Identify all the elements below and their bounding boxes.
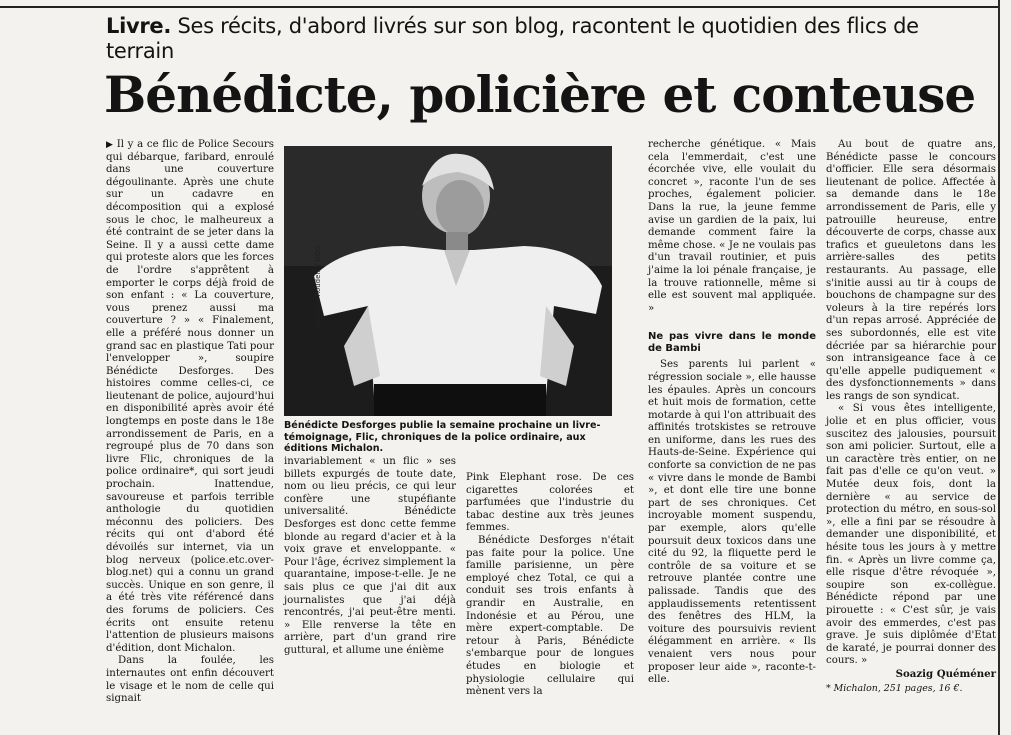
paragraph: ▶ Il y a ce flic de Police Secours qui débarque, faribard, enroulé dans une couverture dégoulinante. Après une chute sur un cadavre en décomposition qui a explosé sous le choc, le malheureux a été contraint de se jeter dans la Seine. Il y a aussi cette dame qui proteste alors que les forces de l'ordre s'apprêtent à emporter le corps déjà froid de son enfant : « La couverture, vous prenez aussi ma couverture ? » « Finalement, elle a préféré nous donner un grand sac en plastique Tati pour l'envelopper », soupire Bénédicte Desforges. Des histoires comme celles-ci, ce lieutenant de police, aujourd'hui en disponibilité après avoir été longtemps en poste dans le 18e arrondissement de Paris, en a regroupé plus de 70 dans son livre Flic, chroniques de la police ordinaire*, qui sort jeudi prochain. Inattendue, savoureuse et parfois terrible anthologie du quotidien méconnu des policiers. Des récits qui ont d'abord été dévoilés sur internet, via un blog nerveux (police.etc.over-blog.net) qui a connu un grand succès. Unique en son genre, il a été très vite référencé dans des forums de policiers. Ces écrits ont ensuite retenu l'attention de plusieurs maisons d'édition, dont Michalon. (106, 139, 274, 654)
kicker (106, 14, 986, 64)
paragraph: Ses parents lui parlent « régression sociale », elle hausse les épaules. Après un concours et huit mois de formation, cette motarde à qui l'on attribuait des affinités trotskistes se retrouve en uniforme, dans les rues des Hauts-de-Seine. Expérience qui conforte sa conviction de ne pas « vivre dans le monde de Bambi », et dont elle tire une bonne part de ses chroniques. Cet incroyable moment suspendu, par exemple, alors qu'elle poursuit deux toxicos dans une cité du 92, la fliquette perd le contrôle de sa voiture et se retrouve plantée contre une palissade. Tandis que des applaudissements retentissent des fenêtres des HLM, la voiture des poursuivis revient élégamment en arrière. « Ils venaient vers nous pour proposer leur aide », raconte-t-elle. (648, 359, 816, 686)
paragraph: invariablement « un flic » ses billets expurgés de toute date, nom ou lieu précis, ce qui leur confère une stupéfiante universalité. Bénédicte Desforges est donc cette femme blonde au regard d'acier et à la voix grave et enveloppante. « Pour l'âge, écrivez simplement la quarantaine, impose-t-elle. Je ne sais plus ce que j'ai dit aux journalistes que j'ai déjà rencontrés, j'ai peut-être menti. » Elle renverse la tête en arrière, part d'un grand rire guttural, et allume une énième (284, 456, 456, 656)
article-column-4 (648, 139, 816, 687)
top-rule (0, 6, 1000, 8)
article-column-3 (466, 472, 634, 699)
article-column-5 (826, 139, 996, 695)
paragraph: recherche génétique. « Mais cela l'emmerdait, c'est une écorchée vive, elle voulait du concret », raconte l'un de ses proches, également policier. Dans la rue, la jeune femme avise un gardien de la paix, lui demande comment faire la même chose. « Je ne voulais pas d'un travail routinier, et puis j'aime la loi pénale française, je la trouve rationnelle, même si elle est souvent mal appliquée. » (648, 139, 816, 314)
section-subhead: Ne pas vivre dans le monde de Bambi (648, 331, 816, 355)
bullet-icon: ▶ (106, 140, 117, 150)
paragraph: Au bout de quatre ans, Bénédicte passe le concours d'officier. Elle sera désormais lieutenant de police. Affectée à sa demande dans le 18e arrondissement de Paris, elle y patrouille heureuse, entre découverte de corps, chasse aux trafics et gueuletons dans les arrière-salles des petits restaurants. Au passage, elle s'initie aussi au tir à coups de bouchons de champagne sur des voleurs à la tire repérés lors d'un repas arrosé. Appréciée de ses subordonnés, elle est vite décriée par sa hiérarchie pour son intransigeance face à ce qu'elle appelle pudiquement « des dysfonctionnements » dans les rangs de son syndicat. (826, 139, 996, 402)
paragraph: Pink Elephant rose. De ces cigarettes colorées et parfumées que l'industrie du tabac destine aux très jeunes femmes. (466, 472, 634, 534)
publisher-footnote: * Michalon, 251 pages, 16 €. (826, 682, 963, 694)
page-edge-rule (998, 0, 1000, 735)
headline: Bénédicte, policière et conteuse (104, 65, 976, 124)
kicker-label: Livre. (106, 14, 172, 38)
paragraph: Dans la foulée, les internautes ont enfin découvert le visage et le nom de celle qui signait (106, 655, 274, 705)
portrait-photo (284, 146, 612, 416)
kicker-text: Ses récits, d'abord livrés sur son blog, racontent le quotidien des flics de terrain (106, 14, 919, 63)
article-column-1 (106, 139, 274, 706)
paragraph: Bénédicte Desforges n'était pas faite pour la police. Une famille parisienne, un père employé chez Total, ce qui a conduit ses trois enfants à grandir en Australie, en Indonésie et au Pérou, une mère expert-comptable. De retour à Paris, Bénédicte s'embarque pour de longues études en biologie et physiologie cellulaire qui mènent vers la (466, 534, 634, 698)
portrait-illustration (284, 146, 612, 416)
photo-credit: Sandrine Roudeix / DDD (314, 245, 322, 330)
article-column-2 (284, 456, 456, 658)
paragraph: « Si vous êtes intelligente, jolie et en plus officier, vous suscitez des jalousies, poursuit son ami policier. Surtout, elle a un caractère très entier, on ne fait pas d'elle ce qu'on veut. » Mutée deux fois, dont la dernière « au service de protection du métro, en sous-sol », elle a fini par se résoudre à demander une disponibilité, et hésite tous les jours à y mettre fin. « Après un livre comme ça, elle risque d'être révoquée », soupire son ex-collègue. Bénédicte répond par une pirouette : « C'est sûr, je vais avoir des emmerdes, c'est pas grave. Je suis diplômée d'Etat de karaté, je pourrai donner des cours. » (826, 403, 996, 667)
author-signature: Soazig Quéméner (895, 667, 996, 680)
photo-caption: Bénédicte Desforges publie la semaine prochaine un livre-témoignage, Flic, chroniques de la police ordinaire, aux éditions Michalon. (284, 420, 601, 454)
